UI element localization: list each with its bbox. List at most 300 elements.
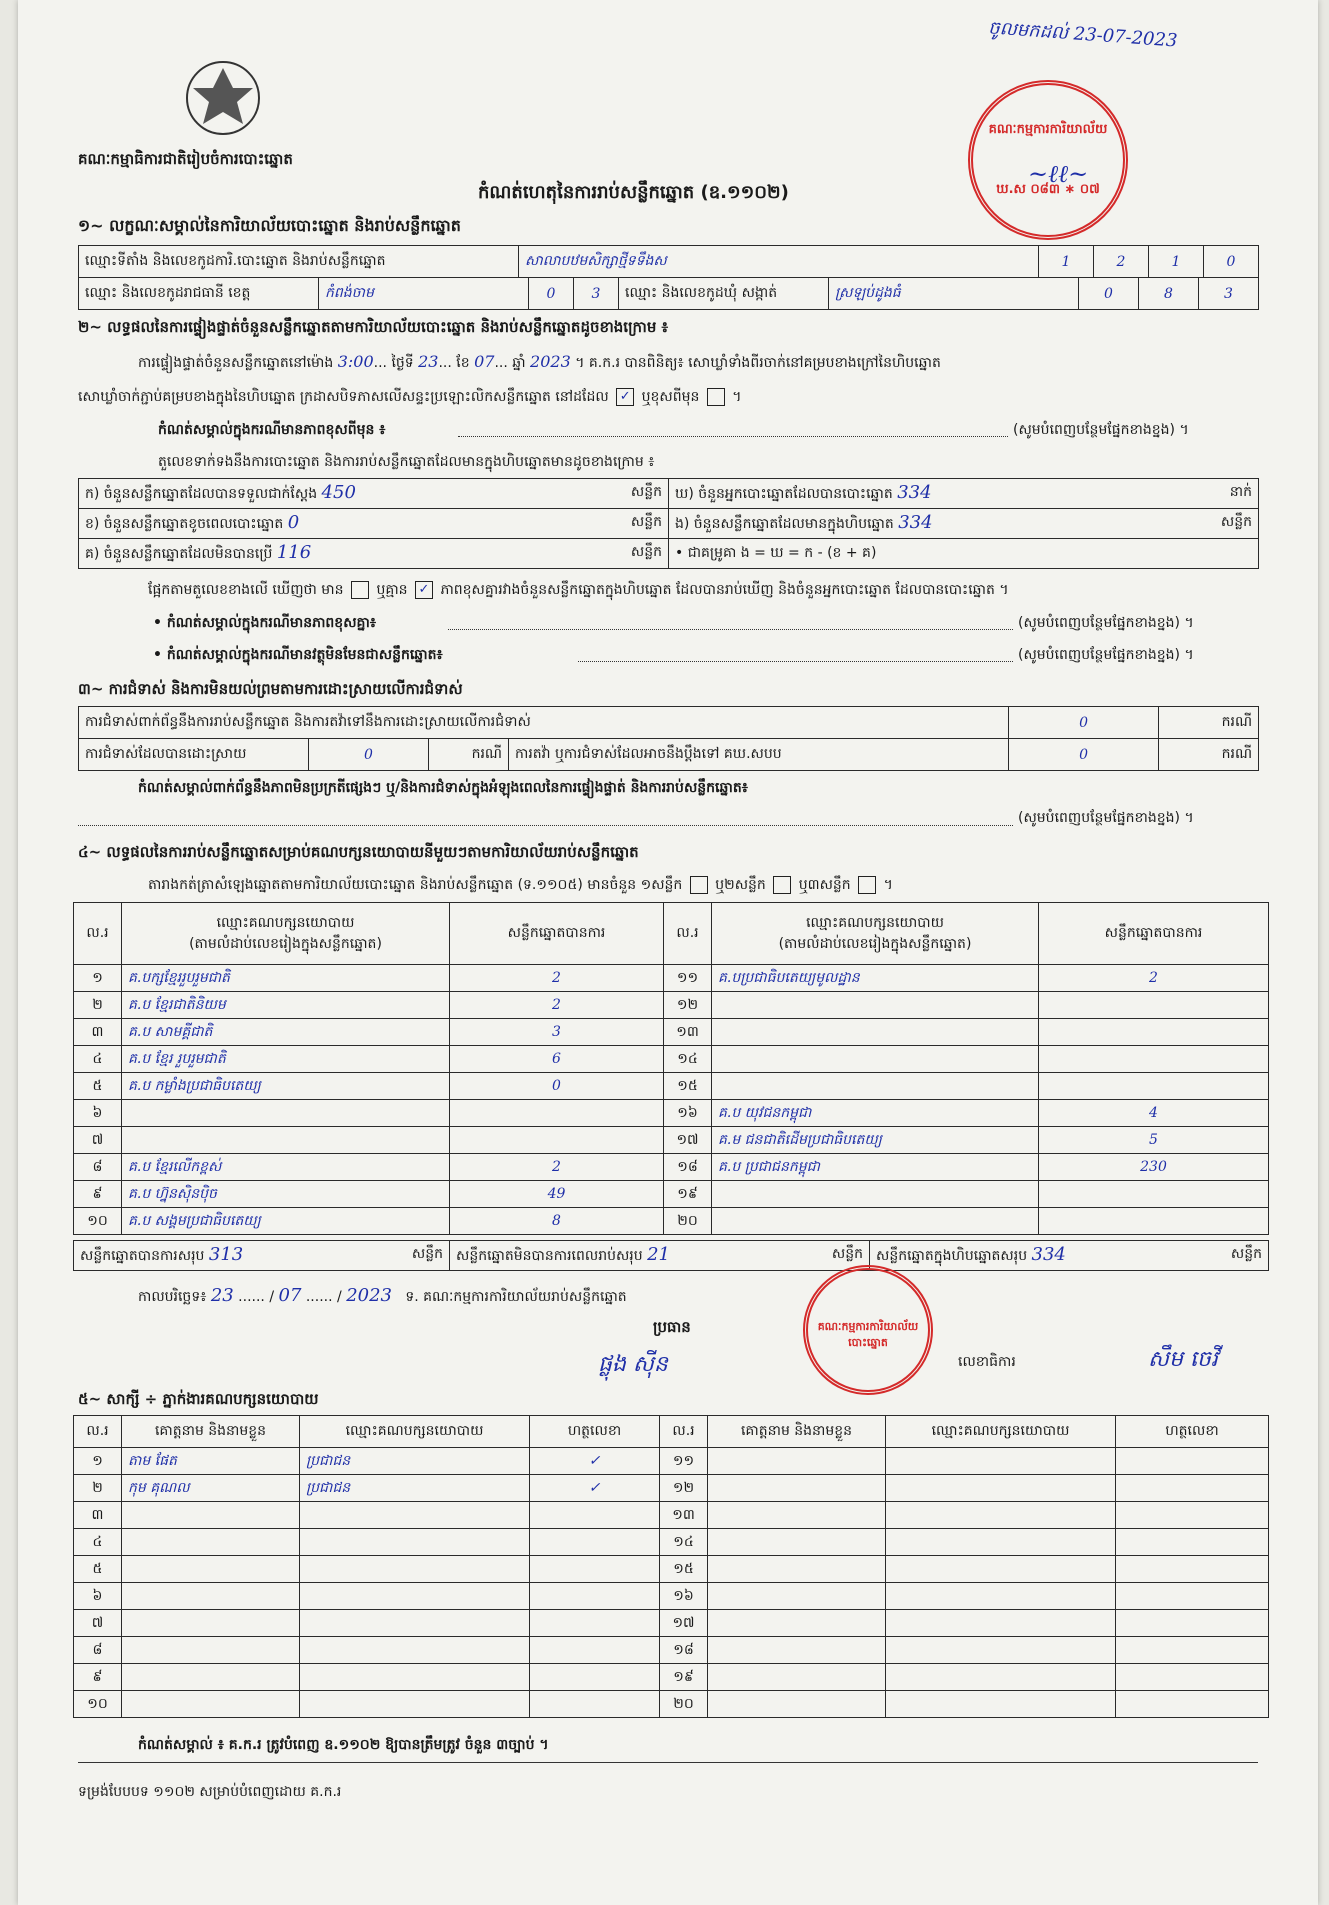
s4-heading: ៤~ លទ្ធផលនៃការរាប់សន្លឹកឆ្នោតសម្រាប់គណបក្សនយោបាយនីមួយៗតាមការិយាល័យរាប់សន្លឹកឆ្នោត xyxy=(78,843,639,861)
witness-name xyxy=(708,1583,886,1610)
row-no: ៩ xyxy=(74,1664,122,1691)
s1-row1-value: សាលាបឋមសិក្សាថ្មីទទឹងស xyxy=(519,246,1039,278)
s1-table xyxy=(78,245,1259,278)
p4-b: ឬគ្មាន xyxy=(376,582,408,598)
witness-signature xyxy=(1116,1475,1269,1502)
s2-note-diff2: • កំណត់សម្គាល់ក្នុងករណីមានភាពខុសគ្នា៖ xyxy=(153,615,377,631)
witness-party xyxy=(886,1610,1116,1637)
witness-party: ប្រជាជន xyxy=(300,1448,530,1475)
party-votes xyxy=(1039,992,1269,1019)
checkbox-different[interactable] xyxy=(707,388,725,406)
date-month: 07 xyxy=(278,1285,302,1306)
party-name: គ.ប ខ្មែរលើកខ្ពស់ xyxy=(122,1154,450,1181)
stamp-top-text: គណៈកម្មការការិយាល័យ xyxy=(988,122,1108,137)
party-name xyxy=(712,1046,1039,1073)
party-name xyxy=(712,1208,1039,1235)
party-votes xyxy=(1039,1073,1269,1100)
s4-totals xyxy=(73,1240,1269,1271)
witness-party xyxy=(886,1637,1116,1664)
party-name: គ.ប ខ្មែរ រួបរួមជាតិ xyxy=(122,1046,450,1073)
b-label: ខ) ចំនួនសន្លឹកឆ្នោតខូចពេលបោះឆ្នោត xyxy=(85,516,284,532)
party-votes: 2 xyxy=(450,1154,664,1181)
row-no: ១១ xyxy=(664,965,712,992)
table-row xyxy=(74,1637,1269,1664)
witness-name xyxy=(122,1637,300,1664)
row-no: ៩ xyxy=(74,1181,122,1208)
witness-party xyxy=(300,1529,530,1556)
col-party-sub: (តាមលំដាប់លេខរៀងក្នុងសន្លឹកឆ្នោត) xyxy=(189,935,382,952)
witness-name: តាម ផែត xyxy=(122,1448,300,1475)
s2-para2: សោឃ្លាំចាក់ភ្ជាប់គម្របខាងក្នុងនៃហិបឆ្នោត ក្រដាសបិទភាសលើសន្ទះប្រឡោះលិកសន្លឹកឆ្នោត នៅដដែល ✓ ឬខុសពីមុន ។ xyxy=(78,389,742,405)
witness-party xyxy=(886,1448,1116,1475)
stamp-top-code: ឃ.ស ០៨៣ ∗ ០៧ xyxy=(996,182,1100,197)
party-name: គ.ប សង្គមប្រជាធិបតេយ្យ xyxy=(122,1208,450,1235)
secretary-label: លេខាធិការ xyxy=(958,1354,1016,1370)
code-digit: 0 xyxy=(1079,278,1139,310)
form-title: កំណត់ហេតុនៃការរាប់សន្លឹកឆ្នោត (ឧ.១១០២) xyxy=(478,182,789,203)
table-row xyxy=(74,1154,1269,1181)
code-digit: 2 xyxy=(1094,246,1149,278)
org-name: គណៈកម្មាធិការជាតិរៀបចំការបោះឆ្នោត xyxy=(78,150,293,168)
p4-c: ភាពខុសគ្នារវាងចំនួនសន្លឹកឆ្នោតក្នុងហិបឆ្នោត ដែលបានរាប់ឃើញ និងចំនួនអ្នកបោះឆ្នោត ដែលបានបោះឆ្នោត ។ xyxy=(440,582,1009,598)
witness-name: កុម គុណល xyxy=(122,1475,300,1502)
row-no: ២០ xyxy=(660,1691,708,1718)
unit: នាក់ xyxy=(1229,484,1252,500)
s1-heading: ១~ លក្ខណៈសម្គាល់នៃការិយាល័យបោះឆ្នោត និងរាប់សន្លឹកឆ្នោត xyxy=(78,216,461,235)
s5-heading: ៥~ សាក្សី ÷ ភ្នាក់ងារគណបក្សនយោបាយ xyxy=(78,1390,319,1408)
witness-party xyxy=(300,1664,530,1691)
witness-signature xyxy=(1116,1583,1269,1610)
witness-name xyxy=(708,1502,886,1529)
row-no: ៨ xyxy=(74,1154,122,1181)
party-votes xyxy=(1039,1046,1269,1073)
row-no: ៧ xyxy=(74,1610,122,1637)
witness-name xyxy=(708,1475,886,1502)
party-votes: 8 xyxy=(450,1208,664,1235)
col-header-party xyxy=(122,903,450,965)
code-digit: 0 xyxy=(1204,246,1259,278)
e-value: 334 xyxy=(898,512,933,533)
total-valid-value: 313 xyxy=(208,1244,244,1265)
s3-r1-label: ការជំទាស់ពាក់ព័ន្ធនឹងការរាប់សន្លឹកឆ្នោត និងការតវ៉ាទៅនឹងការដោះស្រាយលើការជំទាស់ xyxy=(79,707,1009,739)
row-no: ១២ xyxy=(664,992,712,1019)
witness-party xyxy=(886,1475,1116,1502)
received-note: ចូលមកដល់ 23-07-2023 xyxy=(987,17,1179,52)
total-box-value: 334 xyxy=(1031,1244,1066,1265)
row-no: ២ xyxy=(74,1475,122,1502)
s2-row-d xyxy=(669,479,1259,509)
witness-party xyxy=(886,1664,1116,1691)
witness-party xyxy=(886,1583,1116,1610)
col-header-no: ល.រ xyxy=(74,903,122,965)
witness-signature xyxy=(530,1502,660,1529)
s2-p1-month-label: ខែ xyxy=(456,355,470,371)
row-no: ១៧ xyxy=(660,1610,708,1637)
witness-party xyxy=(300,1502,530,1529)
table-row xyxy=(74,1046,1269,1073)
table-row xyxy=(74,1502,1269,1529)
witness-signature xyxy=(1116,1556,1269,1583)
president-name: ផ្លុង ស៊ីន xyxy=(598,1352,668,1377)
s2-formula: • ជាគម្រូគា ង = ឃ = ក - (ខ + គ) xyxy=(669,539,1259,569)
s1-row2-label2: ឈ្មោះ និងលេខកូដឃុំ សង្កាត់ xyxy=(619,278,829,310)
s3-fill-back: (សូមបំពេញបន្ថែមផ្នែកខាងខ្នង) ។ xyxy=(1018,810,1194,826)
witness-signature xyxy=(530,1664,660,1691)
e-label: ង) ចំនួនសន្លឹកឆ្នោតដែលមានក្នុងហិបឆ្នោត xyxy=(675,516,894,532)
col-header-name: គោត្តនាម និងនាមខ្លួន xyxy=(122,1416,300,1448)
d-value: 334 xyxy=(897,482,932,503)
secretary-name: សឹម ចេវី xyxy=(1148,1347,1218,1372)
s1-row2-label: ឈ្មោះ និងលេខកូដរាជធានី ខេត្ត xyxy=(79,278,319,310)
row-no: ៥ xyxy=(74,1556,122,1583)
table-row xyxy=(74,965,1269,992)
s2-p1-text: ការផ្ទៀងផ្ទាត់ចំនួនសន្លឹកឆ្នោតនៅម៉ោង xyxy=(138,355,334,371)
dotted-line xyxy=(578,661,1013,662)
col-header-no: ល.រ xyxy=(664,903,712,965)
nec-emblem-icon xyxy=(183,58,263,138)
party-name: គ.ប ខ្មែរជាតិនិយម xyxy=(122,992,450,1019)
table-row xyxy=(74,1208,1269,1235)
code-digit: 8 xyxy=(1139,278,1199,310)
col-party-sub: (តាមលំដាប់លេខរៀងក្នុងសន្លឹកឆ្នោត) xyxy=(778,935,972,952)
checkbox-no-diff[interactable]: ✓ xyxy=(415,581,433,599)
row-no: ១៧ xyxy=(664,1127,712,1154)
party-votes: 6 xyxy=(450,1046,664,1073)
witness-name xyxy=(122,1610,300,1637)
table-row xyxy=(74,1691,1269,1718)
total-box-label: សន្លឹកឆ្នោតក្នុងហិបឆ្នោតសរុប xyxy=(876,1248,1028,1264)
s2-fill-back-3: (សូមបំពេញបន្ថែមផ្នែកខាងខ្នង) ។ xyxy=(1018,647,1194,663)
row-no: ៤ xyxy=(74,1046,122,1073)
code-digit: 0 xyxy=(529,278,574,310)
party-name xyxy=(122,1100,450,1127)
party-name: គ.បប្រជាធិបតេយ្យមូលដ្ឋាន xyxy=(712,965,1039,992)
col-header-sign: ហត្ថលេខា xyxy=(530,1416,660,1448)
s2-figures-table xyxy=(78,478,1259,569)
witness-name xyxy=(708,1448,886,1475)
table-row xyxy=(74,1556,1269,1583)
table-row xyxy=(74,1181,1269,1208)
witness-signature: ✓ xyxy=(530,1475,660,1502)
checkbox-3-sheets[interactable] xyxy=(858,876,876,894)
witness-signature xyxy=(1116,1691,1269,1718)
row-no: ២០ xyxy=(664,1208,712,1235)
witness-party xyxy=(886,1556,1116,1583)
witness-signature xyxy=(1116,1502,1269,1529)
witness-name xyxy=(122,1583,300,1610)
unit: សន្លឹក xyxy=(630,514,662,530)
footer-note: កំណត់សម្គាល់ ៖ គ.ក.រ ត្រូវបំពេញ ឧ.១១០២ ឱ្យបានត្រឹមត្រូវ ចំនួន ៣ច្បាប់ ។ xyxy=(138,1737,549,1753)
s4-intro-b: ឬ២សន្លឹក xyxy=(715,877,766,893)
row-no: ៣ xyxy=(74,1019,122,1046)
table-row xyxy=(74,1610,1269,1637)
s2-fill-back-2: (សូមបំពេញបន្ថែមផ្នែកខាងខ្នង) ។ xyxy=(1018,615,1194,631)
party-name xyxy=(122,1127,450,1154)
witness-party xyxy=(886,1691,1116,1718)
stamp-mid-text: គណៈកម្មការការិយាល័យបោះឆ្នោត xyxy=(817,1320,919,1349)
col-party-title: ឈ្មោះគណបក្សនយោបាយ xyxy=(216,914,355,931)
row-no: ១៤ xyxy=(660,1529,708,1556)
s4-intro: តារាងកត់ត្រាសំឡេងឆ្នោតតាមការិយាល័យបោះឆ្នោត និងរាប់សន្លឹកឆ្នោត (ទ.១១០៥) មានចំនួន ១សន្លឹក ឬ២សន្លឹក ឬ៣សន្លឹក ។ xyxy=(148,877,893,893)
party-votes: 2 xyxy=(1039,965,1269,992)
party-votes xyxy=(1039,1019,1269,1046)
c-label: គ) ចំនួនសន្លឹកឆ្នោតដែលមិនបានប្រើ xyxy=(85,546,273,562)
witness-name xyxy=(708,1664,886,1691)
witness-party xyxy=(300,1556,530,1583)
witness-signature xyxy=(1116,1610,1269,1637)
s3-r2-value2: 0 xyxy=(1009,739,1159,771)
col-header-votes: សន្លឹកឆ្នោតបានការ xyxy=(450,903,664,965)
witness-signature xyxy=(530,1610,660,1637)
s4-intro-c: ឬ៣សន្លឹក xyxy=(798,877,851,893)
party-votes: 2 xyxy=(450,965,664,992)
a-value: 450 xyxy=(321,482,356,503)
dotted-line xyxy=(458,436,1008,437)
table-row xyxy=(74,1664,1269,1691)
s1-province: កំពង់ចាម xyxy=(319,278,529,310)
party-votes: 0 xyxy=(450,1073,664,1100)
party-votes xyxy=(450,1100,664,1127)
table-row xyxy=(74,1583,1269,1610)
total-valid-label: សន្លឹកឆ្នោតបានការសរុប xyxy=(80,1248,205,1264)
party-votes xyxy=(450,1127,664,1154)
row-no: ១៤ xyxy=(664,1046,712,1073)
s3-unit: ករណី xyxy=(1159,739,1259,771)
row-no: ១០ xyxy=(74,1208,122,1235)
witness-signature xyxy=(530,1583,660,1610)
s5-witness-table xyxy=(73,1415,1269,1718)
code-digit: 3 xyxy=(1199,278,1259,310)
s3-table xyxy=(78,706,1259,771)
party-votes: 230 xyxy=(1039,1154,1269,1181)
unit: សន្លឹក xyxy=(1220,514,1252,530)
col-header-votes: សន្លឹកឆ្នោតបានការ xyxy=(1039,903,1269,965)
witness-name xyxy=(122,1529,300,1556)
s2-row-b xyxy=(79,509,669,539)
c-value: 116 xyxy=(276,542,312,563)
s2-p1-day-label: ថ្ងៃទី xyxy=(391,355,414,371)
s3-r1-value: 0 xyxy=(1009,707,1159,739)
row-no: ១២ xyxy=(660,1475,708,1502)
row-no: ១៥ xyxy=(664,1073,712,1100)
row-no: ១១ xyxy=(660,1448,708,1475)
s2-p2-or: ឬខុសពីមុន xyxy=(641,389,700,405)
witness-name xyxy=(708,1529,886,1556)
date-label: កាលបរិច្ឆេទ៖ xyxy=(138,1289,207,1305)
checkbox-2-sheets[interactable] xyxy=(773,876,791,894)
total-invalid xyxy=(450,1241,870,1271)
row-no: ៧ xyxy=(74,1127,122,1154)
party-votes: 2 xyxy=(450,992,664,1019)
footer-rule xyxy=(78,1762,1258,1763)
table-row xyxy=(74,1448,1269,1475)
s3-unit: ករណី xyxy=(1159,707,1259,739)
witness-signature xyxy=(1116,1529,1269,1556)
s3-r2-label: ការជំទាស់ដែលបានដោះស្រាយ xyxy=(79,739,309,771)
witness-signature xyxy=(1116,1637,1269,1664)
col-party-title: ឈ្មោះគណបក្សនយោបាយ xyxy=(806,914,944,931)
row-no: ៤ xyxy=(74,1529,122,1556)
s1-row1-label: ឈ្មោះទីតាំង និងលេខកូដការិ.បោះឆ្នោត និងរាប់សន្លឹកឆ្នោត xyxy=(79,246,519,278)
s4-date-line: កាលបរិច្ឆេទ៖ 23 ...... / 07 ...... / 2023 ទ. គណៈកម្មការការិយាល័យរាប់សន្លឹកឆ្នោត xyxy=(138,1285,627,1306)
row-no: ៥ xyxy=(74,1073,122,1100)
col-header-sign: ហត្ថលេខា xyxy=(1116,1416,1269,1448)
code-digit: 1 xyxy=(1149,246,1204,278)
row-no: ៣ xyxy=(74,1502,122,1529)
s2-day: 23 xyxy=(418,352,439,371)
s2-year: 2023 xyxy=(530,352,571,371)
table-row xyxy=(74,1529,1269,1556)
party-votes xyxy=(1039,1181,1269,1208)
party-votes: 5 xyxy=(1039,1127,1269,1154)
col-header-name: គោត្តនាម និងនាមខ្លួន xyxy=(708,1416,886,1448)
row-no: ១ xyxy=(74,1448,122,1475)
witness-signature: ✓ xyxy=(530,1448,660,1475)
witness-name xyxy=(708,1637,886,1664)
s3-note: កំណត់សម្គាល់ពាក់ព័ន្ធនឹងភាពមិនប្រក្រតីផ្សេងៗ ឬ/និងការជំទាស់ក្នុងអំឡុងពេលនៃការផ្ទៀងផ្ទាត់ និងការរាប់សន្លឹកឆ្នោត៖ xyxy=(138,780,748,796)
witness-party xyxy=(300,1583,530,1610)
president-label: ប្រធាន xyxy=(653,1318,691,1336)
witness-signature xyxy=(530,1529,660,1556)
col-header-party: ឈ្មោះគណបក្សនយោបាយ xyxy=(886,1416,1116,1448)
party-name: គ.ប យុវជនកម្ពុជា xyxy=(712,1100,1039,1127)
party-votes: 4 xyxy=(1039,1100,1269,1127)
s2-heading: ២~ លទ្ធផលនៃការផ្ទៀងផ្ទាត់ចំនួនសន្លឹកឆ្នោតតាមការិយាល័យបោះឆ្នោត និងរាប់សន្លឹកឆ្នោតដូចខាងក្រោម ៖ xyxy=(78,318,669,336)
s2-time: 3:00 xyxy=(337,352,374,371)
witness-name xyxy=(122,1556,300,1583)
col-header-party xyxy=(712,903,1039,965)
code-digit: 3 xyxy=(574,278,619,310)
party-name xyxy=(712,1019,1039,1046)
party-name xyxy=(712,992,1039,1019)
s2-p1-text2: ។ គ.ក.រ បានពិនិត្យ៖ សោឃ្លាំទាំងពីរចាក់នៅគម្របខាងក្រៅនៃហិបឆ្នោត xyxy=(575,355,941,371)
s2-para4 xyxy=(148,580,1009,601)
s2-note-diff: កំណត់សម្គាល់ក្នុងករណីមានភាពខុសពីមុន ៖ xyxy=(158,422,386,438)
s3-heading: ៣~ ការជំទាស់ និងការមិនយល់ព្រមតាមការដោះស្រាយលើការជំទាស់ xyxy=(78,680,463,698)
s2-p2-text: សោឃ្លាំចាក់ភ្ជាប់គម្របខាងក្នុងនៃហិបឆ្នោត ក្រដាសបិទភាសលើសន្ទះប្រឡោះលិកសន្លឹកឆ្នោត នៅដដែល xyxy=(78,389,609,405)
row-no: ១០ xyxy=(74,1691,122,1718)
unit: សន្លឹក xyxy=(1230,1246,1262,1262)
party-name: គ.ប ហ្វ៊ុនស៊ិនប៉ិច xyxy=(122,1181,450,1208)
witness-party xyxy=(300,1691,530,1718)
unit: សន្លឹក xyxy=(630,484,662,500)
witness-party xyxy=(886,1529,1116,1556)
p4-a: ផ្អែកតាមតួលេខខាងលើ ឃើញថា មាន xyxy=(148,582,344,598)
row-no: ១៣ xyxy=(664,1019,712,1046)
checkbox-has-diff[interactable] xyxy=(351,581,369,599)
witness-party xyxy=(300,1637,530,1664)
party-name xyxy=(712,1181,1039,1208)
party-name: គ.ប សាមគ្គីជាតិ xyxy=(122,1019,450,1046)
checkbox-same[interactable]: ✓ xyxy=(616,388,634,406)
party-votes: 3 xyxy=(450,1019,664,1046)
party-votes xyxy=(1039,1208,1269,1235)
witness-name xyxy=(122,1691,300,1718)
code-digit: 1 xyxy=(1039,246,1094,278)
date-day: 23 xyxy=(210,1285,234,1306)
s2-para3: តួលេខទាក់ទងនឹងការបោះឆ្នោត និងការរាប់សន្លឹកឆ្នោតដែលមានក្នុងហិបឆ្នោតមានដូចខាងក្រោម ៖ xyxy=(158,454,655,470)
s2-note-diff3: • កំណត់សម្គាល់ក្នុងករណីមានវត្ថុមិនមែនជាសន្លឹកឆ្នោត៖ xyxy=(153,647,443,663)
party-votes: 49 xyxy=(450,1181,664,1208)
witness-name xyxy=(708,1610,886,1637)
row-no: ៦ xyxy=(74,1100,122,1127)
witness-party xyxy=(300,1610,530,1637)
s2-row-c xyxy=(79,539,669,569)
total-invalid-value: 21 xyxy=(647,1244,670,1265)
s2-p1-year-label: ឆ្នាំ xyxy=(512,355,526,371)
total-valid xyxy=(74,1241,450,1271)
row-no: ១៩ xyxy=(664,1181,712,1208)
table-row xyxy=(74,1475,1269,1502)
table-row xyxy=(74,1073,1269,1100)
table-row xyxy=(74,1127,1269,1154)
total-invalid-label: សន្លឹកឆ្នោតមិនបានការពេលរាប់សរុប xyxy=(456,1248,643,1264)
row-no: ៨ xyxy=(74,1637,122,1664)
s3-r2-value: 0 xyxy=(309,739,429,771)
party-name: គ.ប ប្រជាជនកម្ពុជា xyxy=(712,1154,1039,1181)
col-header-party: ឈ្មោះគណបក្សនយោបាយ xyxy=(300,1416,530,1448)
row-no: ១៣ xyxy=(660,1502,708,1529)
unit: សន្លឹក xyxy=(630,544,662,560)
row-no: ២ xyxy=(74,992,122,1019)
row-no: ១៦ xyxy=(660,1583,708,1610)
dotted-line xyxy=(78,825,1013,826)
table-row xyxy=(74,1100,1269,1127)
row-no: ១ xyxy=(74,965,122,992)
witness-name xyxy=(122,1502,300,1529)
witness-name xyxy=(708,1556,886,1583)
row-no: ១៨ xyxy=(660,1637,708,1664)
s2-fill-back: (សូមបំពេញបន្ថែមផ្នែកខាងខ្នង) ។ xyxy=(1013,422,1189,438)
col-header-no: ល.រ xyxy=(74,1416,122,1448)
total-box xyxy=(870,1241,1269,1271)
s1-table-row2 xyxy=(78,277,1259,310)
witness-name xyxy=(122,1664,300,1691)
unit: សន្លឹក xyxy=(831,1246,863,1262)
s2-para1: ការផ្ទៀងផ្ទាត់ចំនួនសន្លឹកឆ្នោតនៅម៉ោង 3:00... ថ្ងៃទី 23... ខែ 07... ឆ្នាំ 2023 ។ គ.ក.រ បានពិនិត្យ៖ សោឃ្លាំទាំងពីរចាក់នៅគម្របខាងក្រៅនៃហិបឆ្នោត xyxy=(138,352,941,371)
witness-party: ប្រជាជន xyxy=(300,1475,530,1502)
s4-intro-a: តារាងកត់ត្រាសំឡេងឆ្នោតតាមការិយាល័យបោះឆ្នោត និងរាប់សន្លឹកឆ្នោត (ទ.១១០៥) មានចំនួន ១សន្លឹក xyxy=(148,877,683,893)
s1-commune: ស្រឡប់ដូងធំ xyxy=(829,278,1079,310)
witness-name xyxy=(708,1691,886,1718)
dotted-line xyxy=(448,629,1013,630)
witness-signature xyxy=(530,1556,660,1583)
date-year: 2023 xyxy=(346,1285,392,1306)
row-no: ១៥ xyxy=(660,1556,708,1583)
footer-form: ទម្រង់បែបបទ ១១០២ សម្រាប់បំពេញដោយ គ.ក.រ xyxy=(78,1784,342,1800)
row-no: ១៨ xyxy=(664,1154,712,1181)
s2-row-e xyxy=(669,509,1259,539)
row-no: ៦ xyxy=(74,1583,122,1610)
witness-signature xyxy=(530,1691,660,1718)
col-header-no: ល.រ xyxy=(660,1416,708,1448)
document-page xyxy=(18,0,1318,1905)
s3-unit: ករណី xyxy=(429,739,509,771)
checkbox-1-sheet[interactable] xyxy=(690,876,708,894)
party-name: គ.បក្សខ្មែររួបរួមជាតិ xyxy=(122,965,450,992)
row-no: ១៦ xyxy=(664,1100,712,1127)
d-label: ឃ) ចំនួនអ្នកបោះឆ្នោតដែលបានបោះឆ្នោត xyxy=(675,486,893,502)
s4-results-table xyxy=(73,902,1269,1235)
s3-r2-label2: ការតវ៉ា ឬការជំទាស់ដែលអាចនឹងប្តឹងទៅ គឃ.សបប xyxy=(509,739,1009,771)
table-row xyxy=(74,1019,1269,1046)
stamp-signature: ~ℓℓ~ xyxy=(1028,160,1089,188)
b-value: 0 xyxy=(287,512,300,533)
witness-signature xyxy=(530,1637,660,1664)
party-name: គ.ប កម្លាំងប្រជាធិបតេយ្យ xyxy=(122,1073,450,1100)
row-no: ១៩ xyxy=(660,1664,708,1691)
s2-month: 07 xyxy=(474,352,495,371)
